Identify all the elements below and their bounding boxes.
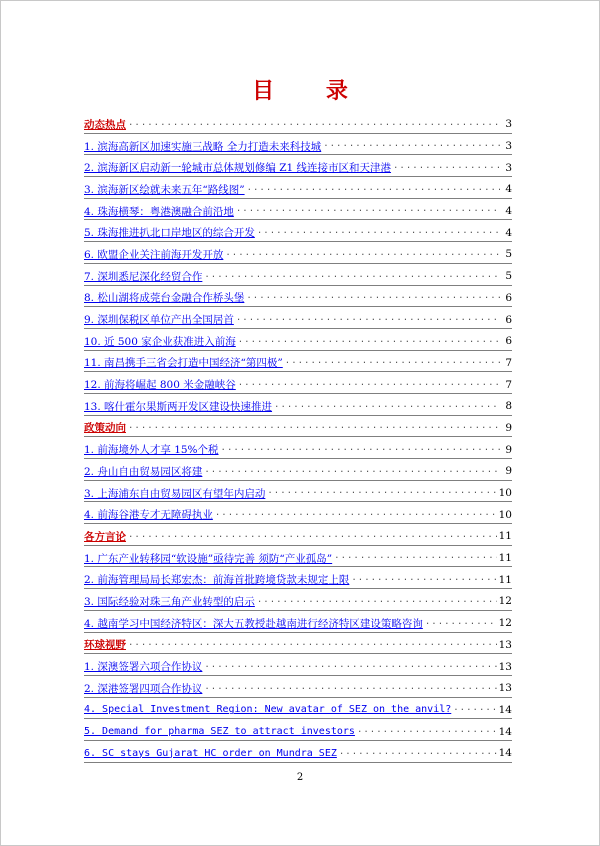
dot-leader xyxy=(425,617,497,632)
page-number: 2 xyxy=(296,772,304,783)
toc-entry[interactable] xyxy=(84,155,512,177)
dot-leader xyxy=(204,465,500,480)
toc-entry-page: 10 xyxy=(498,508,512,521)
toc-entry-page: 14 xyxy=(498,703,512,716)
toc-entry-title[interactable]: 2. 舟山自由贸易园区将建 xyxy=(84,465,203,478)
toc-entry-title[interactable]: 环球视野 xyxy=(84,639,126,652)
toc-entry[interactable] xyxy=(84,372,512,394)
toc-entry-page: 11 xyxy=(498,552,512,565)
toc-entry[interactable] xyxy=(84,719,512,741)
toc-entry-title[interactable]: 4. 珠海横琴：粤港澳融合前沿地 xyxy=(84,205,234,218)
dot-leader xyxy=(236,313,500,328)
toc-entry-title[interactable]: 4. 前海谷港专才无障碍执业 xyxy=(84,509,213,522)
toc-entry-title[interactable]: 政策动向 xyxy=(84,422,126,435)
toc-entry-page: 4 xyxy=(505,183,512,196)
toc-entry-title[interactable]: 3. 滨海新区绘就未来五年“路线图” xyxy=(84,183,245,196)
toc-entry-page: 12 xyxy=(498,617,512,630)
toc-entry[interactable] xyxy=(84,698,512,720)
toc-entry[interactable] xyxy=(84,546,512,568)
toc-entry-page: 5 xyxy=(505,270,512,283)
toc-entry[interactable] xyxy=(84,199,512,221)
toc-entry[interactable] xyxy=(84,394,512,416)
toc-entry[interactable] xyxy=(84,654,512,676)
dot-leader xyxy=(267,486,496,501)
dot-leader xyxy=(274,400,500,415)
toc-entry-page: 9 xyxy=(505,465,512,478)
toc-entry[interactable] xyxy=(84,611,512,633)
toc-entry-page: 6 xyxy=(505,291,512,304)
toc-entry-title[interactable]: 2. 前海管理局局长郑宏杰：前海首批跨境贷款未规定上限 xyxy=(84,574,350,587)
toc-entry-page: 9 xyxy=(505,421,512,434)
toc-entry-title[interactable]: 9. 深圳保税区单位产出全国居首 xyxy=(84,314,234,327)
dot-leader xyxy=(128,638,497,653)
toc-entry[interactable] xyxy=(84,329,512,351)
toc-entry[interactable] xyxy=(84,459,512,481)
toc-entry-page: 5 xyxy=(505,248,512,261)
dot-leader xyxy=(128,118,500,133)
dot-leader xyxy=(357,725,497,740)
dot-leader xyxy=(128,421,500,436)
toc-entry-title[interactable]: 各方言论 xyxy=(84,530,126,543)
toc-entry-title[interactable]: 2. 滨海新区启动新一轮城市总体规划修编 Z1 线连接市区和天津港 xyxy=(84,162,392,175)
toc-section-heading[interactable] xyxy=(84,112,512,134)
dot-leader xyxy=(247,183,500,198)
toc-entry-page: 10 xyxy=(498,487,512,500)
toc-entry-title[interactable]: 8. 松山湖将成莞台金融合作桥头堡 xyxy=(84,292,245,305)
toc-entry-page: 8 xyxy=(505,400,512,413)
dot-leader xyxy=(221,443,500,458)
toc-entry-page: 14 xyxy=(498,725,512,738)
toc-entry[interactable] xyxy=(84,307,512,329)
toc-entry-title[interactable]: 13. 喀什霍尔果斯两开发区建设快速推进 xyxy=(84,400,273,413)
toc-entry-page: 3 xyxy=(505,161,512,174)
toc-entry-page: 6 xyxy=(505,335,512,348)
toc-entry-page: 11 xyxy=(498,530,512,543)
toc-entry[interactable] xyxy=(84,220,512,242)
toc-entry-title[interactable]: 1. 前海境外人才享 15%个税 xyxy=(84,444,219,457)
dot-leader xyxy=(453,703,496,718)
toc-entry-title[interactable]: 动态热点 xyxy=(84,118,126,131)
toc-entry-title[interactable]: 1. 深澳签署六项合作协议 xyxy=(84,661,203,674)
toc-entry[interactable] xyxy=(84,242,512,264)
toc-entry-title[interactable]: 5. 珠海推进扒北口岸地区的综合开发 xyxy=(84,227,255,240)
toc-entry[interactable] xyxy=(84,741,512,763)
toc-section-heading[interactable] xyxy=(84,633,512,655)
dot-leader xyxy=(236,204,500,219)
toc-entry-title[interactable]: 11. 南昌携手三省会打造中国经济“第四极” xyxy=(84,357,283,370)
dot-leader xyxy=(204,270,500,285)
dot-leader xyxy=(225,248,500,263)
dot-leader xyxy=(285,356,500,371)
toc-entry-title[interactable]: 7. 深圳悉尼深化经贸合作 xyxy=(84,270,203,283)
toc-entry-page: 13 xyxy=(498,660,512,673)
toc-entry[interactable] xyxy=(84,437,512,459)
toc-entry-page: 9 xyxy=(505,443,512,456)
dot-leader xyxy=(351,573,496,588)
toc-entry-page: 3 xyxy=(505,140,512,153)
dot-leader xyxy=(128,530,497,545)
toc-entry-title[interactable]: 10. 近 500 家企业获准进入前海 xyxy=(84,335,236,348)
toc-entry-page: 4 xyxy=(505,205,512,218)
toc-entry-page: 13 xyxy=(498,638,512,651)
dot-leader xyxy=(246,291,500,306)
dot-leader xyxy=(215,508,497,523)
toc-entry-page: 4 xyxy=(505,226,512,239)
dot-leader xyxy=(204,682,496,697)
toc-entry[interactable] xyxy=(84,676,512,698)
table-of-contents xyxy=(84,112,512,763)
toc-entry[interactable] xyxy=(84,567,512,589)
dot-leader xyxy=(334,551,496,566)
toc-entry-page: 14 xyxy=(498,747,512,760)
toc-entry-page: 13 xyxy=(498,682,512,695)
toc-entry-title[interactable]: 1. 广东产业转移园“软设施”亟待完善 须防“产业孤岛” xyxy=(84,552,333,565)
toc-entry[interactable] xyxy=(84,177,512,199)
dot-leader xyxy=(257,226,500,241)
toc-entry[interactable] xyxy=(84,589,512,611)
dot-leader xyxy=(323,139,500,154)
dot-leader xyxy=(257,595,497,610)
toc-entry-title[interactable]: 4. 越南学习中国经济特区：深大五教授赴越南进行经济特区建设策略咨询 xyxy=(84,617,423,630)
dot-leader xyxy=(393,161,500,176)
toc-entry[interactable] xyxy=(84,286,512,308)
toc-entry-title[interactable]: 3. 国际经验对珠三角产业转型的启示 xyxy=(84,595,255,608)
toc-entry-title[interactable]: 5. Demand for pharma SEZ to attract investors xyxy=(84,726,355,738)
toc-section-heading[interactable] xyxy=(84,524,512,546)
toc-entry-page: 3 xyxy=(505,118,512,131)
toc-entry-page: 7 xyxy=(505,356,512,369)
toc-entry[interactable] xyxy=(84,481,512,503)
toc-entry-title[interactable]: 3. 上海浦东自由贸易园区有望年内启动 xyxy=(84,487,266,500)
toc-section-heading[interactable] xyxy=(84,416,512,438)
dot-leader xyxy=(204,660,496,675)
toc-entry[interactable] xyxy=(84,502,512,524)
toc-entry[interactable] xyxy=(84,134,512,156)
page-title: 目 录 xyxy=(252,78,370,104)
toc-entry-page: 12 xyxy=(498,595,512,608)
toc-entry[interactable] xyxy=(84,351,512,373)
toc-entry-page: 11 xyxy=(498,573,512,586)
toc-entry-title[interactable]: 12. 前海将崛起 800 米金融峡谷 xyxy=(84,379,236,392)
toc-entry-title[interactable]: 6. 欧盟企业关注前海开发开放 xyxy=(84,248,224,261)
dot-leader xyxy=(238,335,500,350)
toc-entry-title[interactable]: 4. Special Investment Region: New avatar of SEZ on the anvil? xyxy=(84,704,452,716)
toc-entry-title[interactable]: 1. 滨海高新区加速实施三战略 全力打造未来科技城 xyxy=(84,140,322,153)
dot-leader xyxy=(339,747,497,762)
dot-leader xyxy=(238,378,500,393)
toc-entry-title[interactable]: 2. 深港签署四项合作协议 xyxy=(84,682,203,695)
toc-entry-page: 6 xyxy=(505,313,512,326)
toc-entry-title[interactable]: 6. SC stays Gujarat HC order on Mundra SEZ xyxy=(84,747,337,759)
toc-entry-page: 7 xyxy=(505,378,512,391)
toc-entry[interactable] xyxy=(84,264,512,286)
